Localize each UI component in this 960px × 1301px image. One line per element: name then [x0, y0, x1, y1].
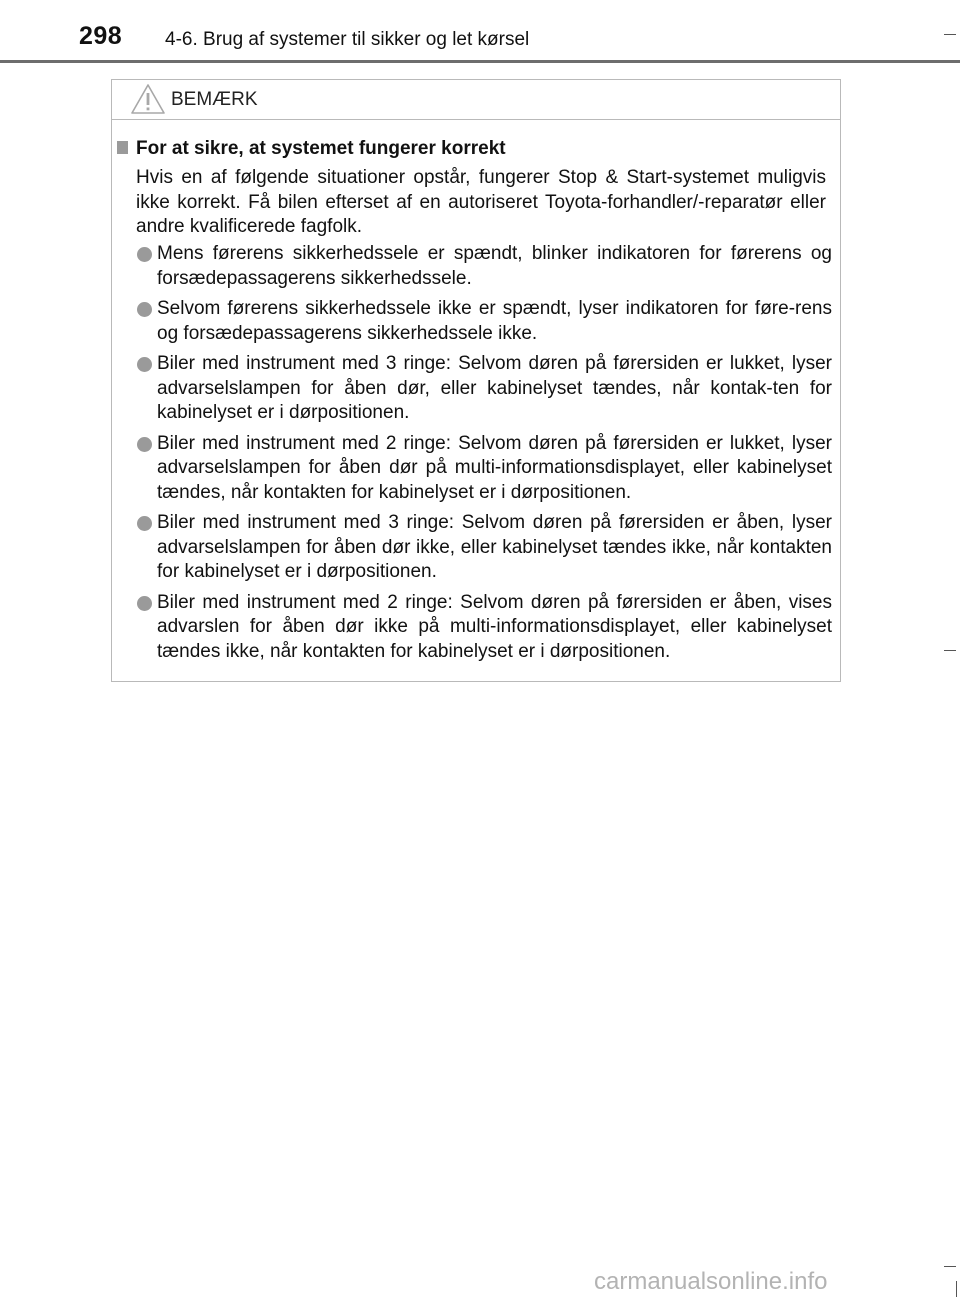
bullet-dot-icon: [137, 357, 152, 372]
list-item-text: Biler med instrument med 3 ringe: Selvom døren på førersiden er lukket, lyser advarselslampen for åben dør, eller kabinelyset tændes, når kontak-ten for kabinelyset er i dørpositionen.: [157, 353, 832, 423]
crop-mark: [944, 1266, 956, 1267]
crop-mark: [944, 650, 956, 651]
header-rule: [0, 60, 960, 63]
list-item-text: Selvom førerens sikkerhedssele ikke er spændt, lyser indikatoren for føre-rens og forsædepassagerens sikkerhedssele ikke.: [157, 298, 832, 344]
intro-paragraph: Hvis en af følgende situationer opstår, fungerer Stop & Start-systemet muligvis ikke korrekt. Få bilen efterset af en autoriseret Toyota-forhandler/-reparatør eller andre kvalificerede fagfolk.: [136, 167, 826, 237]
section-title: 4-6. Brug af systemer til sikker og let kørsel: [165, 29, 530, 50]
list-item: [136, 242, 832, 291]
list-item-text: Biler med instrument med 3 ringe: Selvom døren på førersiden er åben, lyser advarselslampen for åben dør ikke, eller kabinelyset tændes ikke, når kontakten for kabinelyset er i dørpositionen.: [157, 512, 832, 582]
list-item: [136, 591, 832, 665]
list-item: [136, 511, 832, 585]
item-heading-text: For at sikre, at systemet fungerer korrekt: [136, 138, 506, 159]
bullet-dot-icon: [137, 247, 152, 262]
square-bullet-icon: [117, 141, 128, 154]
item-heading: [117, 138, 837, 160]
list-item: [136, 432, 832, 506]
list-item-text: Biler med instrument med 2 ringe: Selvom døren på førersiden er åben, vises advarslen for åben dør ikke på multi-informationsdisplayet, eller kabinelyset tændes ikke, når kontakten for kabinelyset er i dørpositionen.: [157, 591, 832, 662]
list-item-text: Mens førerens sikkerhedssele er spændt, blinker indikatoren for førerens og forsædepassagerens sikkerhedssele.: [157, 243, 832, 289]
notice-label: BEMÆRK: [171, 89, 258, 110]
warning-triangle-icon: [130, 83, 166, 115]
bullet-dot-icon: [137, 437, 152, 452]
crop-mark: [956, 1281, 957, 1297]
bullet-dot-icon: [137, 302, 152, 317]
bullet-dot-icon: [137, 596, 152, 611]
watermark: carmanualsonline.info: [594, 1268, 828, 1295]
list-item: [136, 297, 832, 346]
page-number: 298: [79, 22, 123, 50]
list-item: [136, 352, 832, 426]
bullet-dot-icon: [137, 516, 152, 531]
crop-mark: [944, 34, 956, 35]
notice-box: [111, 79, 841, 682]
notice-header: [112, 80, 840, 120]
bullet-list: [136, 242, 832, 670]
list-item-text: Biler med instrument med 2 ringe: Selvom døren på førersiden er lukket, lyser advarselslampen for åben dør på multi-informationsdisplayet, eller kabinelyset tændes, når kontakten for kabinelyset er i dørpositionen.: [157, 432, 832, 503]
